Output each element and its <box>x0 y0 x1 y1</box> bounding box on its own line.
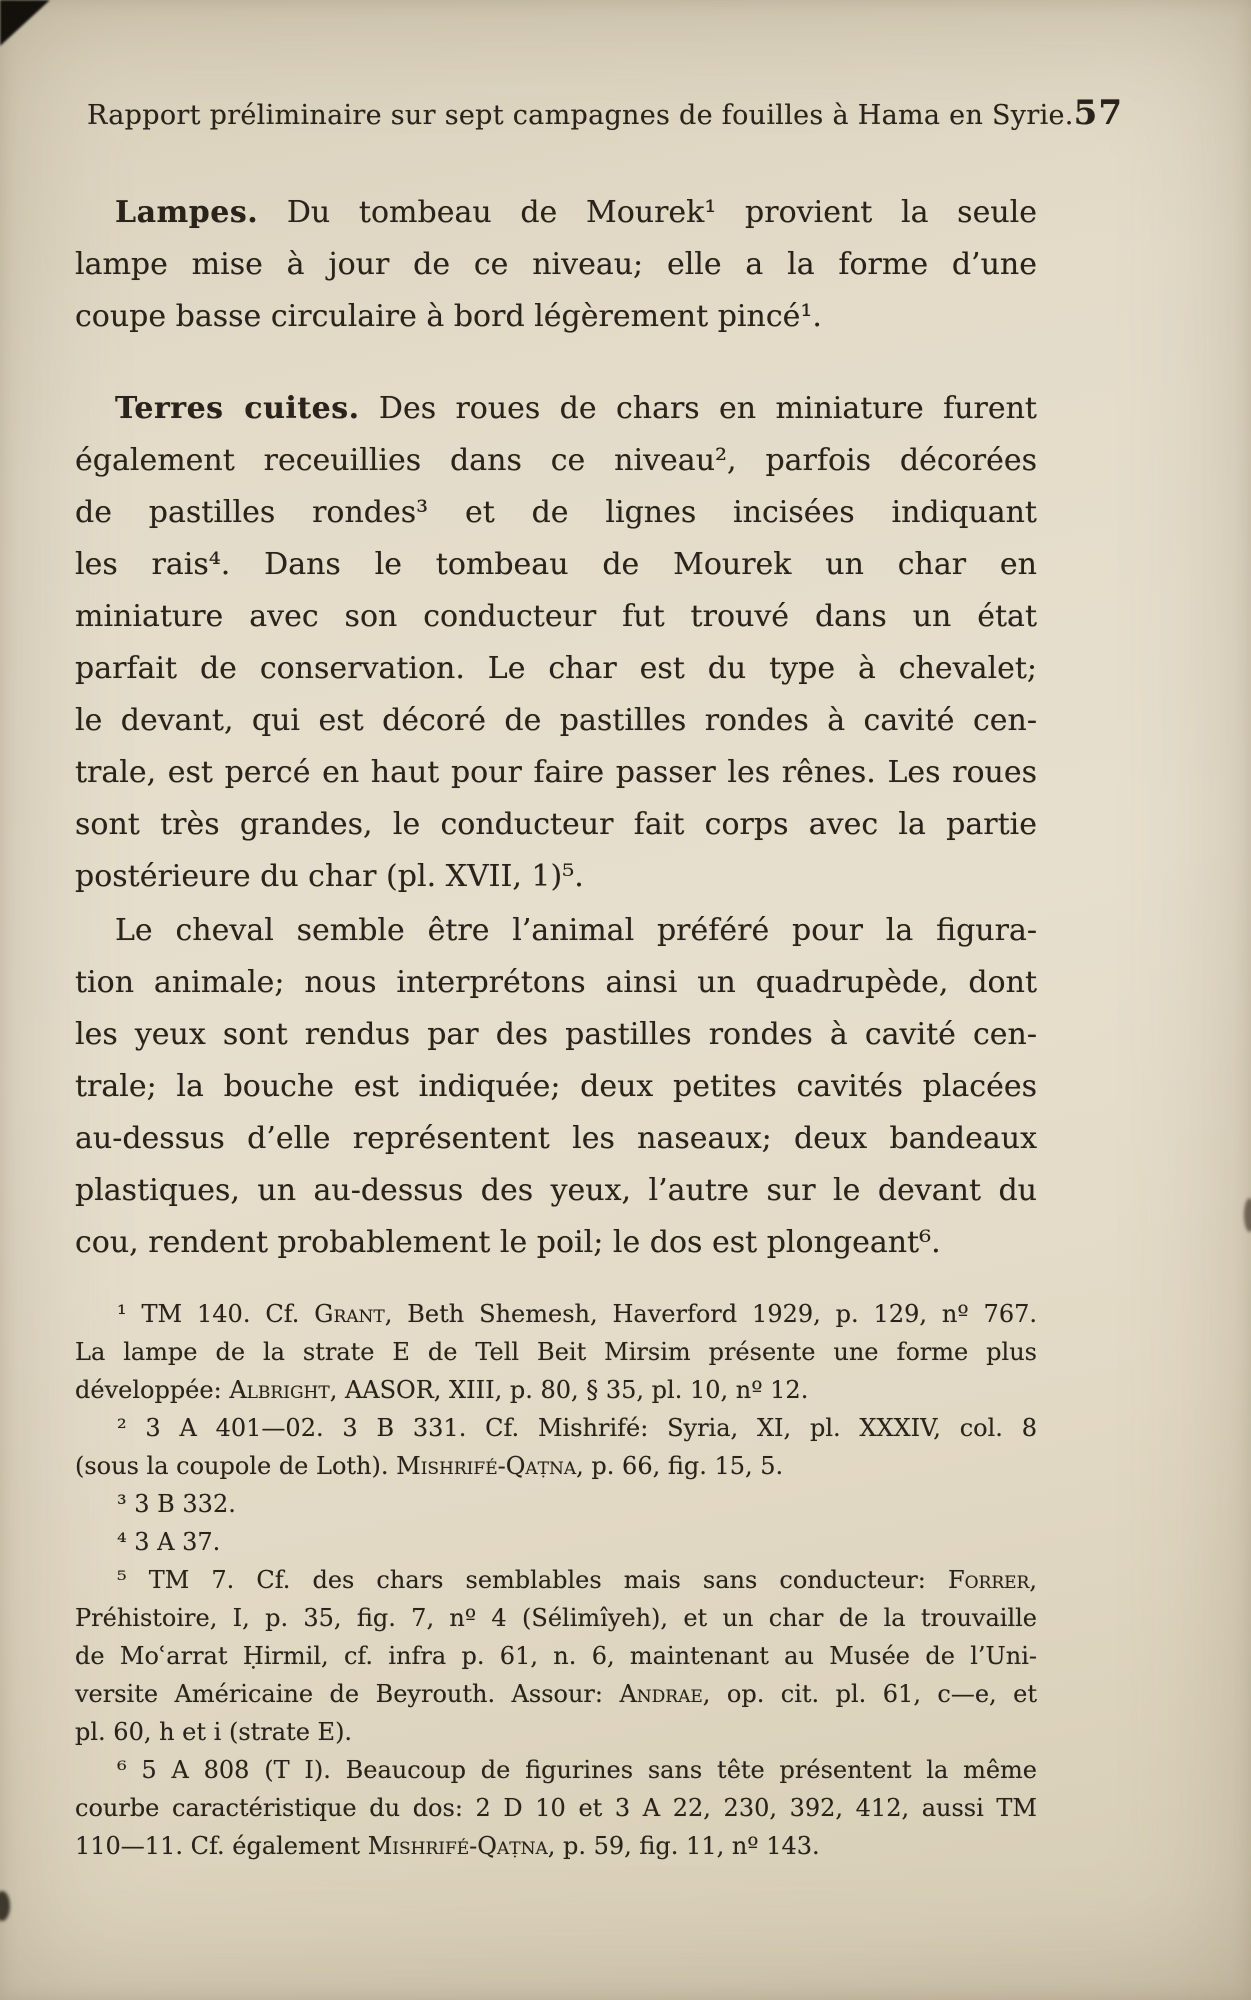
text-segment: La lampe de la strate E de Tell Beit Mirsim présente une forme plus <box>75 1338 1037 1366</box>
text-line <box>75 1789 1037 1827</box>
text-line <box>75 239 1037 291</box>
paragraph <box>75 187 1037 343</box>
text-line <box>75 1561 1037 1599</box>
paragraph <box>75 383 1037 903</box>
footnote <box>75 1295 1037 1409</box>
text-segment: trale; la bouche est indiquée; deux petites cavités placées <box>75 1069 1037 1104</box>
paragraph <box>75 905 1037 1269</box>
text-segment: postérieure du char (pl. XVII, 1)⁵. <box>75 859 584 894</box>
small-caps-name: Albright <box>229 1376 330 1404</box>
text-line <box>75 851 1037 903</box>
text-line <box>75 1599 1037 1637</box>
footnote <box>75 1409 1037 1485</box>
text-segment: courbe caractéristique du dos: 2 D 10 et 3 A 22, 230, 392, 412, aussi TM <box>75 1794 1037 1822</box>
text-line <box>75 957 1037 1009</box>
text-segment: lampe mise à jour de ce niveau; elle a la forme d’une <box>75 247 1037 282</box>
text-segment: , AASOR, XIII, p. 80, § 35, pl. 10, nº 12. <box>329 1376 809 1404</box>
text-line <box>75 1113 1037 1165</box>
text-segment: , p. 59, fig. 11, nº 143. <box>547 1832 820 1860</box>
text-line <box>75 1217 1037 1269</box>
text-line <box>75 383 1037 435</box>
text-line <box>75 435 1037 487</box>
text-segment: le devant, qui est décoré de pastilles rondes à cavité cen- <box>75 703 1037 738</box>
scan-corner-artifact <box>0 0 50 46</box>
text-segment: coupe basse circulaire à bord légèrement pincé¹. <box>75 299 822 334</box>
text-line <box>75 1713 1037 1751</box>
footnote <box>75 1561 1037 1751</box>
text-segment: ¹ TM 140. Cf. <box>117 1300 315 1328</box>
text-line <box>75 1827 1037 1865</box>
text-line <box>75 905 1037 957</box>
text-line <box>75 591 1037 643</box>
text-segment: trale, est percé en haut pour faire passer les rênes. Les roues <box>75 755 1037 790</box>
page-number: 57 <box>1073 93 1123 133</box>
text-segment: au-dessus d’elle représentent les naseaux; deux bandeaux <box>75 1121 1037 1156</box>
text-segment: pl. 60, h et i (strate E). <box>75 1718 353 1746</box>
text-line <box>75 747 1037 799</box>
text-line <box>75 1409 1037 1447</box>
scan-edge-mark-left <box>0 1891 10 1921</box>
text-segment: versite Américaine de Beyrouth. Assour: <box>75 1680 620 1708</box>
text-segment: plastiques, un au-dessus des yeux, l’autre sur le devant du <box>75 1173 1037 1208</box>
scan-edge-mark-right <box>1244 1198 1251 1232</box>
footnote <box>75 1751 1037 1865</box>
running-header-title: Rapport préliminaire sur sept campagnes de fouilles à Hama en Syrie. <box>87 100 1074 131</box>
text-line <box>75 695 1037 747</box>
footnote <box>75 1485 1037 1523</box>
text-segment: les yeux sont rendus par des pastilles rondes à cavité cen- <box>75 1017 1037 1052</box>
text-line <box>75 487 1037 539</box>
text-line <box>75 1295 1037 1333</box>
text-segment: , p. 66, fig. 15, 5. <box>576 1452 784 1480</box>
text-line <box>75 1009 1037 1061</box>
small-caps-name: Grant <box>314 1300 385 1328</box>
text-segment: Des roues de chars en miniature furent <box>359 391 1037 426</box>
text-segment: ³ 3 B 332. <box>117 1490 236 1518</box>
text-segment: (sous la coupole de Loth). <box>75 1452 397 1480</box>
text-segment: sont très grandes, le conducteur fait corps avec la partie <box>75 807 1037 842</box>
text-segment: Le cheval semble être l’animal préféré pour la figura- <box>115 913 1037 948</box>
text-segment: 110—11. Cf. également <box>75 1832 368 1860</box>
text-segment: ⁶ 5 A 808 (T I). Beaucoup de figurines sans tête présentent la même <box>117 1756 1037 1784</box>
text-line <box>75 1751 1037 1789</box>
text-segment: ² 3 A 401—02. 3 B 331. Cf. Mishrifé: Syria, XI, pl. XXXIV, col. 8 <box>117 1414 1037 1442</box>
text-segment: développée: <box>75 1376 230 1404</box>
text-segment: , op. cit. pl. 61, c—e, et <box>702 1680 1038 1708</box>
text-line <box>75 1371 1037 1409</box>
text-line <box>75 1637 1037 1675</box>
text-line <box>75 1485 1037 1523</box>
text-segment: , <box>1029 1566 1037 1594</box>
page-content <box>75 0 1123 1865</box>
text-line <box>75 187 1037 239</box>
text-line <box>75 799 1037 851</box>
text-line <box>75 1447 1037 1485</box>
text-segment: également receuillies dans ce niveau², parfois décorées <box>75 443 1037 478</box>
small-caps-name: Andrae <box>619 1680 703 1708</box>
text-segment: les rais⁴. Dans le tombeau de Mourek un char en <box>75 547 1037 582</box>
text-line <box>75 1061 1037 1113</box>
text-segment: Préhistoire, I, p. 35, fig. 7, nº 4 (Sélimîyeh), et un char de la trouvaille <box>75 1604 1037 1632</box>
text-segment: parfait de conservation. Le char est du type à chevalet; <box>75 651 1037 686</box>
text-segment: miniature avec son conducteur fut trouvé dans un état <box>75 599 1037 634</box>
text-segment: Du tombeau de Mourek¹ provient la seule <box>258 195 1037 230</box>
text-line <box>75 539 1037 591</box>
bold-lead-in: Lampes. <box>115 195 259 230</box>
text-line <box>75 1523 1037 1561</box>
text-segment: tion animale; nous interprétons ainsi un quadrupède, dont <box>75 965 1037 1000</box>
small-caps-name: Forrer <box>947 1566 1030 1594</box>
footnote <box>75 1523 1037 1561</box>
footnotes <box>75 1295 1037 1865</box>
running-header <box>75 93 1123 133</box>
text-line <box>75 643 1037 695</box>
text-segment: de pastilles rondes³ et de lignes incisées indiquant <box>75 495 1037 530</box>
text-line <box>75 291 1037 343</box>
small-caps-name: Mishrifé-Qaṭna <box>396 1452 577 1480</box>
text-line <box>75 1333 1037 1371</box>
text-segment: de Moʿarrat Ḥirmil, cf. infra p. 61, n. 6, maintenant au Musée de l’Uni- <box>75 1642 1037 1670</box>
small-caps-name: Mishrifé-Qaṭna <box>367 1832 548 1860</box>
bold-lead-in: Terres cuites. <box>115 391 360 426</box>
text-line <box>75 1675 1037 1713</box>
text-segment: , Beth Shemesh, Haverford 1929, p. 129, nº 767. <box>384 1300 1037 1328</box>
text-line <box>75 1165 1037 1217</box>
body-text <box>75 187 1037 1269</box>
text-segment: cou, rendent probablement le poil; le dos est plongeant⁶. <box>75 1225 941 1260</box>
text-segment: ⁵ TM 7. Cf. des chars semblables mais sans conducteur: <box>117 1566 948 1594</box>
text-segment: ⁴ 3 A 37. <box>117 1528 221 1556</box>
